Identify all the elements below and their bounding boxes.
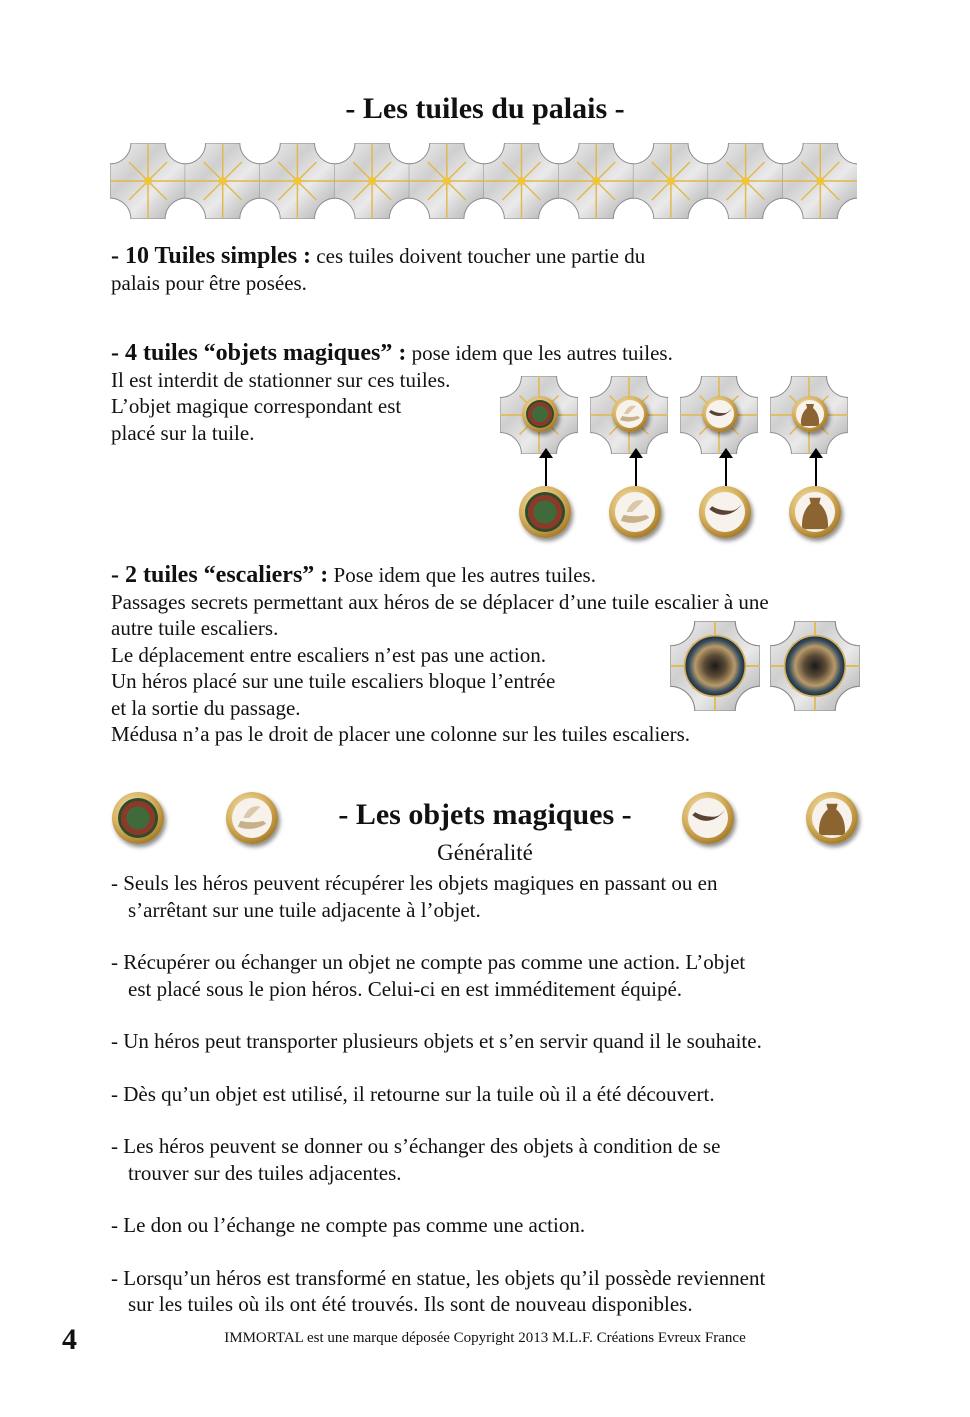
simple-tiles-paragraph — [111, 243, 645, 296]
rule-item — [111, 1265, 765, 1318]
arrow-up-icon — [725, 452, 727, 486]
rule-item — [111, 870, 765, 923]
rule-line: - Récupérer ou échanger un objet ne compte pas comme une action. L’objet — [111, 950, 746, 974]
rule-item — [111, 1028, 765, 1055]
magic-tiles-heading: - 4 tuiles “objets magiques” : — [111, 340, 407, 366]
strip-tile-center-icon — [219, 177, 227, 185]
stair-tiles-text-1: Pose idem que les autres tuiles. — [328, 563, 596, 587]
rule-line: s’arrêtant sur une tuile adjacente à l’objet. — [128, 897, 481, 922]
shield-token-icon — [112, 792, 164, 844]
section-title-magic-objects: - Les objets magiques - — [338, 798, 632, 831]
shield-token-icon — [519, 486, 571, 538]
rule-item — [111, 1081, 765, 1108]
rule-line: - Un héros peut transporter plusieurs objets et s’en servir quand il le souhaite. — [111, 1029, 762, 1053]
arrow-up-icon — [545, 452, 547, 486]
stair-tiles-line: Médusa n’a pas le droit de placer une colonne sur les tuiles escaliers. — [111, 722, 691, 746]
strip-tile-center-icon — [518, 177, 526, 185]
strip-tile-center-icon — [667, 177, 675, 185]
page-number: 4 — [62, 1323, 77, 1356]
winged-sandal-token-icon — [226, 792, 278, 844]
rule-line: - Seuls les héros peuvent récupérer les objets magiques en passant ou en — [111, 871, 718, 895]
strip-tile-center-icon — [443, 177, 451, 185]
arrow-up-icon — [635, 452, 637, 486]
simple-tiles-heading: - 10 Tuiles simples : — [111, 243, 312, 269]
rule-line: - Les héros peuvent se donner ou s’échanger des objets à condition de se — [111, 1134, 721, 1158]
arrow-up-icon — [815, 452, 817, 486]
stair-tiles-line: Un héros placé sur une tuile escaliers bloque l’entrée — [111, 669, 556, 693]
stair-tiles-line: et la sortie du passage. — [111, 695, 301, 720]
shield-icon — [522, 396, 558, 432]
strip-tile-center-icon — [293, 177, 301, 185]
winged-sandal-icon — [612, 396, 648, 432]
strip-tile-center-icon — [816, 177, 824, 185]
winged-sandal-token-icon — [609, 486, 661, 538]
bag-token-icon — [789, 486, 841, 538]
rule-item — [111, 949, 765, 1002]
sickle-token-icon — [699, 486, 751, 538]
rule-line: est placé sous le pion héros. Celui-ci en est imméditement équipé. — [128, 976, 683, 1001]
magic-tiles-line: placé sur la tuile. — [111, 420, 255, 445]
stair-tiles-line: Le déplacement entre escaliers n’est pas une action. — [111, 642, 546, 667]
stair-tiles-line: autre tuile escaliers. — [111, 616, 279, 640]
section-subtitle: Généralité — [437, 840, 533, 865]
magic-tiles-line: Il est interdit de stationner sur ces tuiles. — [111, 367, 451, 392]
stairs-tile-icon — [670, 621, 760, 711]
stairs-tile-icon — [770, 621, 860, 711]
stair-tiles-line: Passages secrets permettant aux héros de se déplacer d’une tuile escalier à une — [111, 589, 769, 614]
bag-icon — [792, 396, 828, 432]
rule-line: - Lorsqu’un héros est transformé en statue, les objets qu’il possède reviennent — [111, 1265, 766, 1290]
magic-tiles-line: L’objet magique correspondant est — [111, 394, 402, 418]
rule-line: trouver sur des tuiles adjacentes. — [128, 1160, 402, 1185]
rule-line: - Le don ou l’échange ne compte pas comme une action. — [111, 1213, 586, 1237]
simple-tiles-text-1: ces tuiles doivent toucher une partie du — [311, 244, 646, 268]
magic-tiles-text-1: pose idem que les autres tuiles. — [406, 341, 673, 365]
rule-line: sur les tuiles où ils ont été trouvés. Ils sont de nouveau disponibles. — [128, 1292, 693, 1316]
copyright-footer: IMMORTAL est une marque déposée Copyright 2013 M.L.F. Créations Evreux France — [224, 1330, 746, 1346]
strip-tile-center-icon — [144, 177, 152, 185]
bag-token-icon — [806, 792, 858, 844]
magic-tiles-paragraph — [111, 340, 673, 446]
strip-tile-center-icon — [592, 177, 600, 185]
rule-item — [111, 1133, 765, 1186]
sickle-icon — [702, 396, 738, 432]
rule-item — [111, 1212, 765, 1239]
strip-tile-center-icon — [368, 177, 376, 185]
simple-tiles-text-2: palais pour être posées. — [111, 270, 307, 295]
rules-list — [111, 870, 765, 1318]
stair-tiles-heading: - 2 tuiles “escaliers” : — [111, 562, 329, 588]
palace-tiles-strip — [110, 143, 857, 219]
rule-line: - Dès qu’un objet est utilisé, il retourne sur la tuile où il a été découvert. — [111, 1081, 715, 1106]
strip-tile-center-icon — [742, 177, 750, 185]
section-title-palace-tiles: - Les tuiles du palais - — [345, 92, 625, 125]
